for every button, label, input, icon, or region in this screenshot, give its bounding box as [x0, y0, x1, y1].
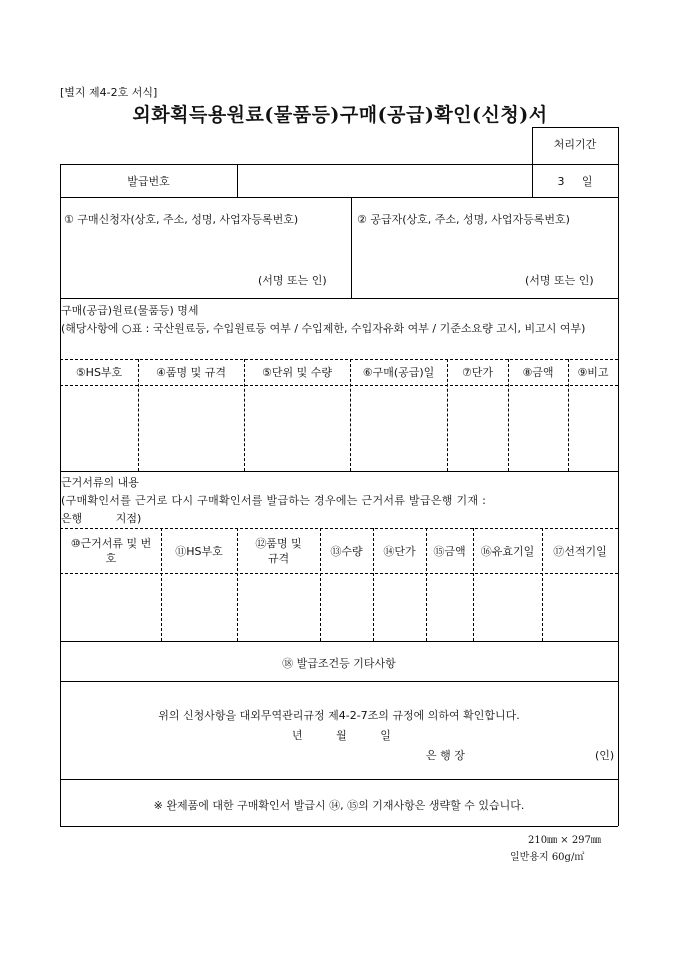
- supplier-signature-label: (서명 또는 인): [525, 274, 594, 287]
- basis-col-hs-code: ⑪HS부호: [175, 544, 223, 558]
- purchaser-label: ① 구매신청자(상호, 주소, 성명, 사업자등록번호): [64, 213, 299, 226]
- basis-col-unit-price: ⑭단가: [383, 544, 416, 558]
- row-divider: [60, 681, 618, 682]
- basis-note-line2: 은행 지점): [61, 512, 142, 525]
- basis-heading: 근거서류의 내용: [61, 476, 139, 489]
- materials-note: (해당사항에 ○표 : 국산원료등, 수입원료등 여부 / 수입제한, 수입자유화 여부 / 기준소요량 고시, 비고시 여부): [61, 322, 586, 335]
- footnote: ※ 완제품에 대한 구매확인서 발급시 ⑭, ⑮의 기재사항은 생략할 수 있습니다.: [153, 799, 525, 812]
- supplier-field[interactable]: [353, 230, 616, 266]
- basis-col-expiry-date: ⑯유효기일: [480, 544, 535, 558]
- processing-period-label: 처리기간: [553, 138, 597, 151]
- paper-size: 210㎜ × 297㎜: [528, 835, 601, 846]
- basis-col-quantity: ⑬수량: [330, 544, 363, 558]
- table-bottom-border: [60, 826, 618, 827]
- basis-col-document: ⑩근거서류 및 번호: [70, 537, 152, 565]
- materials-col-unit-qty: ⑤단위 및 수량: [262, 366, 332, 379]
- paper-type: 일반용지 60g/㎡: [510, 852, 585, 863]
- materials-entry-area[interactable]: [61, 387, 617, 470]
- seal-label: (인): [595, 749, 615, 762]
- purchaser-field[interactable]: [62, 230, 349, 266]
- parties-divider: [351, 197, 352, 298]
- row-divider: [60, 779, 618, 780]
- basis-col-shipping-date: ⑰선적기일: [553, 544, 607, 558]
- form-number-label: [별지 제4-2호 서식]: [60, 86, 158, 99]
- row-divider: [60, 641, 618, 642]
- materials-col-item-spec: ④품명 및 규격: [156, 366, 226, 379]
- materials-col-unit-price: ⑦단가: [461, 366, 494, 379]
- materials-heading: 구매(공급)원료(물품등) 명세: [61, 304, 199, 317]
- materials-header-bottom: [60, 385, 618, 386]
- basis-entry-area[interactable]: [61, 575, 617, 640]
- confirmation-date: 년 월 일: [292, 729, 391, 742]
- form-title: 외화획득용원료(물품등)구매(공급)확인(신청)서: [132, 104, 548, 126]
- bank-head-label: 은 행 장: [426, 749, 465, 762]
- processing-box-top: [532, 127, 618, 128]
- issue-number-label: 발급번호: [127, 175, 170, 188]
- confirmation-text: 위의 신청사항을 대외무역관리규정 제4-2-7조의 규정에 의하여 확인합니다.: [158, 709, 520, 722]
- row-divider: [60, 471, 618, 472]
- materials-col-amount: ⑧금액: [522, 366, 554, 379]
- materials-col-remarks: ⑨비고: [577, 366, 609, 379]
- supplier-label: ② 공급자(상호, 주소, 성명, 사업자등록번호): [357, 213, 570, 226]
- basis-col-amount: ⑮금액: [433, 544, 466, 558]
- issue-number-field[interactable]: [238, 165, 531, 196]
- purchaser-signature-label: (서명 또는 인): [258, 274, 327, 287]
- row-divider: [60, 197, 618, 198]
- table-right-border: [618, 127, 619, 826]
- row-divider: [60, 298, 618, 299]
- conditions-label: ⑱ 발급조건등 기타사항: [282, 657, 396, 670]
- basis-header-bottom: [60, 573, 618, 574]
- basis-note-line1: (구매확인서를 근거로 다시 구매확인서를 발급하는 경우에는 근거서류 발급은행 기재 :: [61, 494, 487, 507]
- materials-col-purchase-date: ⑥구매(공급)일: [362, 366, 435, 379]
- basis-col-item-spec: ⑫품명 및 규격: [255, 537, 302, 565]
- processing-period-value: 3 일: [557, 175, 593, 188]
- materials-col-hs-code: ⑤HS부호: [75, 366, 123, 379]
